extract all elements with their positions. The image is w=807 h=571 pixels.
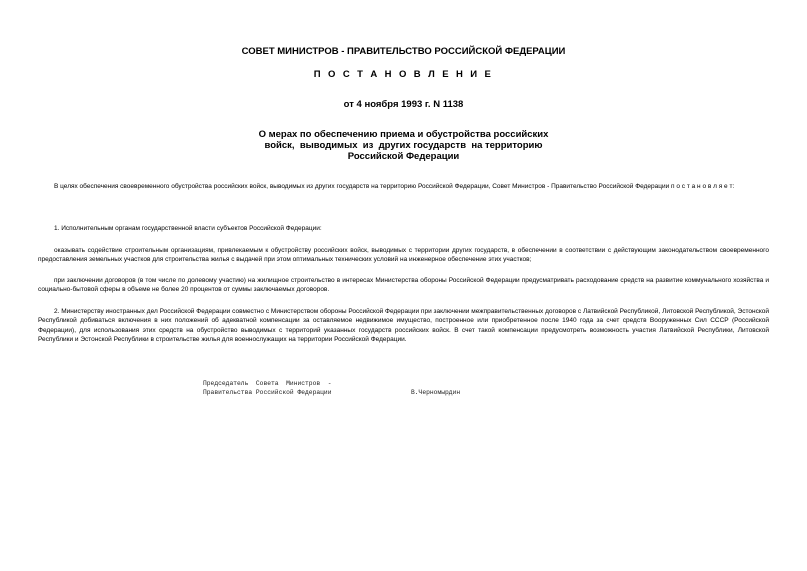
issuer-heading: СОВЕТ МИНИСТРОВ - ПРАВИТЕЛЬСТВО РОССИЙСКОЙ ФЕДЕРАЦИИ [241,46,566,57]
item2-paragraph [38,307,769,344]
item1-intro-text: 1. Исполнительным органам государственной власти субъектов Российской Федерации: [54,225,322,232]
item1-a-text: оказывать содействие строительным организациям, привлекаемым к обустройству российских войск, выводимых с территории других государств, в обеспечении в соответствии с действующим законодательством своевременного предоставления земельных участков для строительства жилья с выдачей при этом оптимальных технических условий на инженерное обеспечение этих участков; [38,247,769,264]
preamble-paragraph [38,182,769,191]
item1-intro-paragraph [38,224,769,233]
signature-position-line2: Правительства Российской Федерации [203,389,332,396]
document-title-line: войск, выводимых из других государств на территорию [264,140,543,151]
preamble-text: В целях обеспечения своевременного обустройства российских войск, выводимых из других государств на территорию Российской Федерации, Совет Министров - Правительство Российской Федерации п о с т а н о в л я е т: [54,183,735,190]
document-title [0,129,807,162]
item1-b-text: при заключении договоров (в том числе по долевому участию) на жилищное строительство в интересах Министерства обороны Российской Федерации предусматривать расходование средств на развитие коммунального хозяйства и социально-бытовой сферы в объеме не более 20 процентов от суммы заключаемых договоров. [38,277,769,294]
document-title-line: О мерах по обеспечению приема и обустройства российских [258,129,549,140]
signature-name: В.Черномырдин [411,389,461,396]
document-date-number: от 4 ноября 1993 г. N 1138 [343,99,464,110]
signature-position-line1: Председатель Совета Министров - [203,380,332,387]
item1-b-paragraph [38,276,769,295]
document-title-line: Российской Федерации [347,151,460,162]
item1-a-paragraph [38,246,769,265]
document-type-heading: П О С Т А Н О В Л Е Н И Е [313,69,494,80]
item2-text: 2. Министерству иностранных дел Российской Федерации совместно с Министерством обороны Российской Федерации при заключении межправительственных договоров с Латвийской Республикой, Литовской Республикой, Эстонской Республикой добиваться включения в них положений об адекватной компенсации за оставляемое недвижимое имущество, построенное или приобретенное после 1940 года за счет средств Вооруженных Сил СССР (Российской Федерации), для использования этих средств на обустройство выводимых с территорий указанных государств российских войск. В счет такой компенсации предусмотреть возможность участия Латвийской Республики, Литовской Республики и Эстонской Республики в строительстве жилья для военнослужащих на территории Российской Федерации. [38,308,769,343]
